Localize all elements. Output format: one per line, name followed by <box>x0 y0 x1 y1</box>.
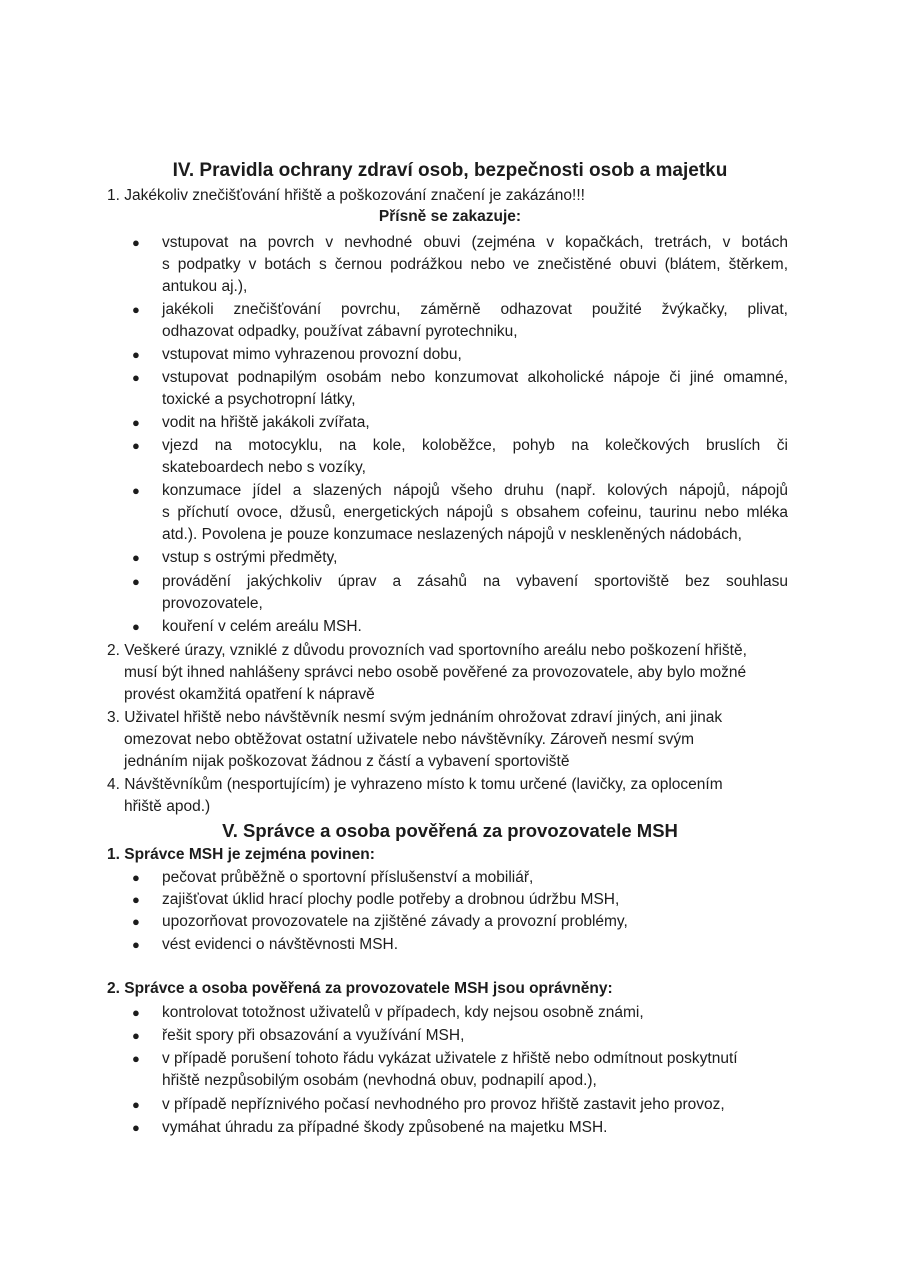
paragraph-line: 2. Veškeré úrazy, vzniklé z důvodu provozních vad sportovního areálu nebo poškození hřiště, <box>107 642 747 659</box>
section-5-list-2-heading: 2. Správce a osoba pověřená za provozovatele MSH jsou oprávněny: <box>107 980 613 997</box>
list-item-line: vjezd na motocyklu, na kole, koloběžce, pohyb na kolečkových bruslích či <box>162 437 788 454</box>
list-item-line: vodit na hřiště jakákoli zvířata, <box>162 414 370 431</box>
paragraph-line: omezovat nebo obtěžovat ostatní uživatele nebo návštěvníky. Zároveň nesmí svým <box>124 731 695 748</box>
bullet-icon: ● <box>132 914 140 929</box>
paragraph-line: 4. Návštěvníkům (nesportujícím) je vyhrazeno místo k tomu určené (lavičky, za oplocením <box>107 776 723 793</box>
list-item-line: vstupovat mimo vyhrazenou provozní dobu, <box>162 346 462 363</box>
list-item-line: antukou aj.), <box>162 278 248 295</box>
bullet-icon: ● <box>132 235 140 250</box>
list-item: vést evidenci o návštěvnosti MSH. <box>162 936 399 953</box>
bullet-icon: ● <box>132 1051 140 1066</box>
section-5-list-1-heading: 1. Správce MSH je zejména povinen: <box>107 846 375 863</box>
list-item-line: s podpatky v botách s černou podrážkou nebo ve znečistěné obuvi (blátem, štěrkem, <box>162 256 788 273</box>
list-item-line: provozovatele, <box>162 595 263 612</box>
bullet-icon: ● <box>132 870 140 885</box>
list-item-line: v případě nepříznivého počasí nevhodného pro provoz hřiště zastavit jeho provoz, <box>162 1096 725 1113</box>
bullet-icon: ● <box>132 302 140 317</box>
section-4-item-1: 1. Jakékoliv znečišťování hřiště a poškozování značení je zakázáno!!! <box>107 187 585 204</box>
section-5-title: V. Správce a osoba pověřená za provozovatele MSH <box>222 820 678 841</box>
paragraph-line: hřiště apod.) <box>124 798 211 815</box>
list-item-line: vstup s ostrými předměty, <box>162 549 338 566</box>
prohibited-heading: Přísně se zakazuje: <box>378 208 522 225</box>
bullet-icon: ● <box>132 483 140 498</box>
bullet-icon: ● <box>132 347 140 362</box>
list-item-line: atd.). Povolena je pouze konzumace neslazených nápojů v neskleněných nádobách, <box>162 526 742 543</box>
bullet-icon: ● <box>132 937 140 952</box>
bullet-icon: ● <box>132 415 140 430</box>
list-item: zajišťovat úklid hrací plochy podle potřeby a drobnou údržbu MSH, <box>162 891 620 908</box>
paragraph-line: provést okamžitá opatření k nápravě <box>124 686 375 703</box>
list-item: upozorňovat provozovatele na zjištěné závady a provozní problémy, <box>162 913 628 930</box>
list-item-line: provádění jakýchkoliv úprav a zásahů na vybavení sportoviště bez souhlasu <box>162 573 788 590</box>
bullet-icon: ● <box>132 619 140 634</box>
paragraph-line: 3. Uživatel hřiště nebo návštěvník nesmí svým jednáním ohrožovat zdraví jiných, ani jinak <box>107 709 723 726</box>
bullet-icon: ● <box>132 438 140 453</box>
bullet-icon: ● <box>132 1005 140 1020</box>
list-item-line: s příchutí ovoce, džusů, energetických nápojů s obsahem cofeinu, taurinu nebo mléka <box>162 504 788 521</box>
list-item-line: kouření v celém areálu MSH. <box>162 618 362 635</box>
bullet-icon: ● <box>132 574 140 589</box>
list-item-line: vstupovat podnapilým osobám nebo konzumovat alkoholické nápoje či jiné omamné, <box>162 369 788 386</box>
list-item-line: vymáhat úhradu za případné škody způsobené na majetku MSH. <box>162 1119 608 1136</box>
section-4-title: IV. Pravidla ochrany zdraví osob, bezpečnosti osob a majetku <box>172 160 728 181</box>
list-item: pečovat průběžně o sportovní příslušenství a mobiliář, <box>162 869 534 886</box>
bullet-icon: ● <box>132 370 140 385</box>
list-item-line: toxické a psychotropní látky, <box>162 391 356 408</box>
bullet-icon: ● <box>132 892 140 907</box>
list-item-line: hřiště nezpůsobilým osobám (nevhodná obuv, podnapilí apod.), <box>162 1072 597 1089</box>
bullet-icon: ● <box>132 550 140 565</box>
paragraph-line: jednáním nijak poškozovat žádnou z částí a vybavení sportoviště <box>124 753 570 770</box>
list-item-line: řešit spory při obsazování a využívání MSH, <box>162 1027 465 1044</box>
bullet-icon: ● <box>132 1097 140 1112</box>
list-item-line: vstupovat na povrch v nevhodné obuvi (zejména v kopačkách, tretrách, v botách <box>162 234 788 251</box>
list-item-line: odhazovat odpadky, používat zábavní pyrotechniku, <box>162 323 518 340</box>
bullet-icon: ● <box>132 1028 140 1043</box>
list-item-line: konzumace jídel a slazených nápojů všeho druhu (např. kolových nápojů, nápojů <box>162 482 788 499</box>
list-item-line: jakékoli znečišťování povrchu, záměrně odhazovat použité žvýkačky, plivat, <box>162 301 788 318</box>
list-item-line: v případě porušení tohoto řádu vykázat uživatele z hřiště nebo odmítnout poskytnutí <box>162 1050 738 1067</box>
list-item-line: kontrolovat totožnost uživatelů v případech, kdy nejsou osobně známi, <box>162 1004 644 1021</box>
list-item-line: skateboardech nebo s vozíky, <box>162 459 366 476</box>
paragraph-line: musí být ihned nahlášeny správci nebo osobě pověřené za provozovatele, aby bylo možné <box>124 664 747 681</box>
bullet-icon: ● <box>132 1120 140 1135</box>
